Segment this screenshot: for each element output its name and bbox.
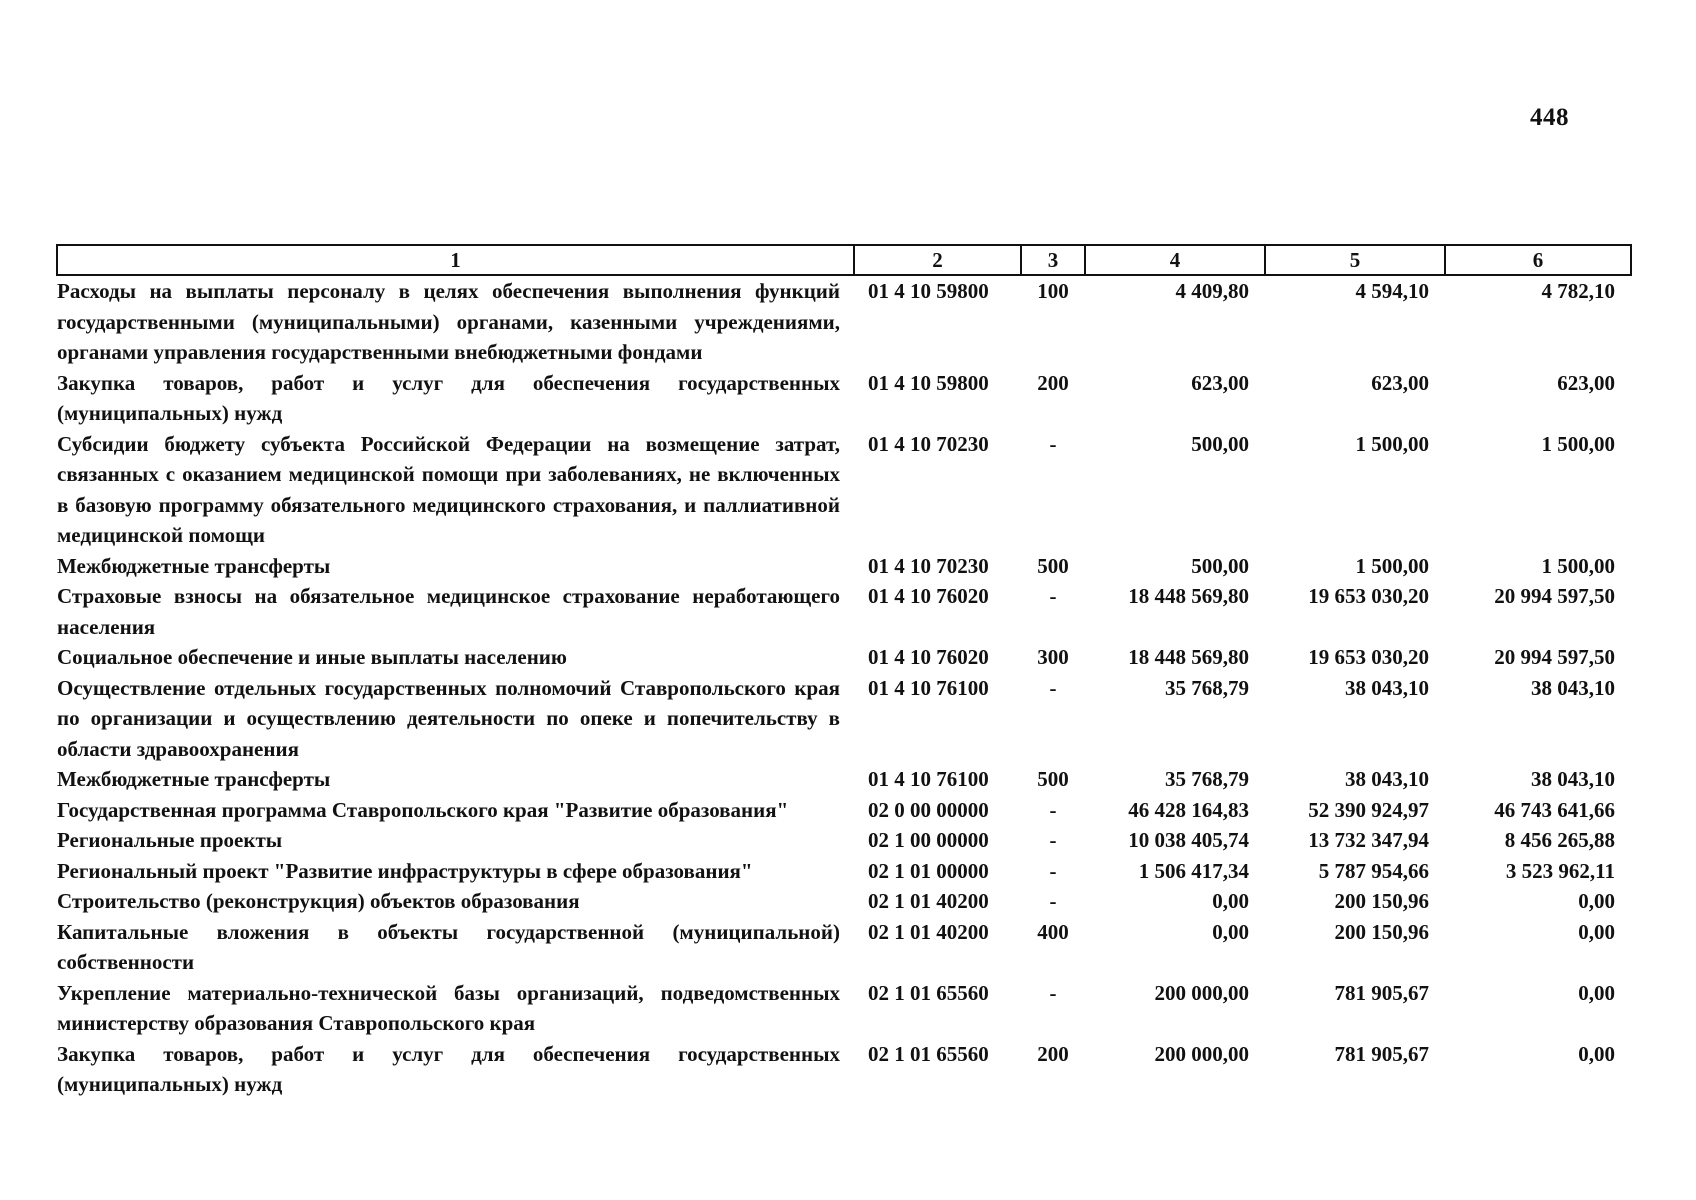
row-name-cell: Капитальные вложения в объекты государственной (муниципальной) собственности [57,919,840,974]
row-expense-type-cell: 300 [1037,645,1069,669]
row-code-cell: 02 1 01 40200 [868,919,989,944]
row-name-cell: Межбюджетные трансферты [57,767,331,791]
row-amount-col4-cell: 1 506 417,34 [1138,858,1249,883]
row-expense-type-cell: 100 [1037,279,1069,303]
row-amount-col6-cell: 4 782,10 [1541,279,1615,303]
row-amount-col6-cell: 38 043,10 [1531,675,1615,700]
table-row [57,1039,1631,1100]
row-amount-col4-cell: 18 448 569,80 [1128,584,1249,608]
header-col-4: 4 [1085,245,1265,275]
row-code-cell: 01 4 10 76020 [868,584,989,608]
row-name-cell: Расходы на выплаты персоналу в целях обеспечения выполнения функций государственными (муниципальными) органами, казенными учреждениями, органами управления государственными внебюджетными фондами [57,279,840,364]
row-expense-type-cell: - [1049,858,1057,883]
table-row [57,673,1631,765]
row-amount-col6-cell: 0,00 [1578,919,1615,944]
table-row [57,795,1631,826]
row-amount-col4-cell: 4 409,80 [1175,279,1249,303]
table-row [57,978,1631,1039]
row-amount-col6-cell: 46 743 641,66 [1494,797,1615,822]
row-amount-col6-cell: 0,00 [1578,1041,1615,1066]
table-row [57,275,1631,368]
row-name-cell: Строительство (реконструкция) объектов образования [57,889,580,913]
table-row [57,429,1631,551]
row-name-cell: Межбюджетные трансферты [57,553,331,578]
row-code-cell: 02 1 01 40200 [868,889,989,913]
row-expense-type-cell: - [1049,797,1057,822]
budget-table [56,244,1632,1100]
row-amount-col4-cell: 35 768,79 [1165,767,1249,791]
header-col-2: 2 [854,245,1021,275]
row-amount-col5-cell: 1 500,00 [1355,553,1429,578]
table-row [57,551,1631,582]
row-code-cell: 02 1 01 65560 [868,980,989,1005]
row-amount-col5-cell: 5 787 954,66 [1318,858,1429,883]
row-amount-col4-cell: 500,00 [1191,431,1249,456]
row-code-cell: 01 4 10 76100 [868,767,989,791]
row-amount-col5-cell: 38 043,10 [1345,767,1429,791]
row-name-cell: Осуществление отдельных государственных полномочий Ставропольского края по организации и осуществлению деятельности по опеке и попечительству в области здравоохранения [57,675,840,761]
header-col-6: 6 [1445,245,1631,275]
row-amount-col4-cell: 35 768,79 [1165,675,1249,700]
row-amount-col5-cell: 4 594,10 [1355,279,1429,303]
row-amount-col6-cell: 1 500,00 [1541,553,1615,578]
row-amount-col5-cell: 19 653 030,20 [1308,584,1429,608]
row-amount-col4-cell: 18 448 569,80 [1128,645,1249,669]
row-expense-type-cell: - [1049,980,1057,1005]
row-expense-type-cell: - [1049,828,1057,852]
row-amount-col5-cell: 19 653 030,20 [1308,645,1429,669]
row-name-cell: Региональные проекты [57,828,283,852]
row-amount-col5-cell: 13 732 347,94 [1308,828,1429,852]
row-expense-type-cell: 500 [1037,553,1069,578]
row-amount-col6-cell: 0,00 [1578,889,1615,913]
row-amount-col6-cell: 623,00 [1557,370,1615,395]
row-amount-col4-cell: 500,00 [1191,553,1249,578]
row-amount-col4-cell: 10 038 405,74 [1128,828,1249,852]
row-expense-type-cell: 200 [1037,370,1069,395]
row-code-cell: 01 4 10 76100 [868,675,989,700]
row-amount-col6-cell: 20 994 597,50 [1494,645,1615,669]
header-col-1: 1 [57,245,854,275]
row-amount-col6-cell: 8 456 265,88 [1504,828,1615,852]
row-expense-type-cell: - [1049,431,1057,456]
row-code-cell: 02 1 00 00000 [868,828,989,852]
row-amount-col4-cell: 200 000,00 [1154,1041,1249,1066]
header-row [57,245,1631,275]
table-row [57,368,1631,429]
row-name-cell: Региональный проект "Развитие инфраструктуры в сфере образования" [57,858,753,883]
row-code-cell: 01 4 10 70230 [868,431,989,456]
row-amount-col6-cell: 0,00 [1578,980,1615,1005]
table-row [57,856,1631,887]
row-code-cell: 01 4 10 76020 [868,645,989,669]
row-amount-col4-cell: 623,00 [1191,370,1249,395]
row-name-cell: Укрепление материально-технической базы организаций, подведомственных министерству образования Ставропольского края [57,980,840,1035]
row-code-cell: 01 4 10 59800 [868,370,989,395]
row-expense-type-cell: - [1049,584,1057,608]
table-body [57,275,1631,1100]
row-expense-type-cell: 500 [1037,767,1069,791]
row-name-cell: Государственная программа Ставропольского края "Развитие образования" [57,797,789,822]
row-amount-col5-cell: 200 150,96 [1334,889,1429,913]
row-name-cell: Субсидии бюджету субъекта Российской Федерации на возмещение затрат, связанных с оказанием медицинской помощи при заболеваниях, не включенных в базовую программу обязательного медицинского страхования, и паллиативной медицинской помощи [57,431,840,547]
table-row [57,764,1631,795]
row-expense-type-cell: 200 [1037,1041,1069,1066]
row-expense-type-cell: 400 [1037,919,1069,944]
header-col-5: 5 [1265,245,1445,275]
table-header [57,245,1631,275]
row-name-cell: Социальное обеспечение и иные выплаты населению [57,645,567,669]
row-amount-col6-cell: 20 994 597,50 [1494,584,1615,608]
row-amount-col5-cell: 623,00 [1371,370,1429,395]
row-code-cell: 02 1 01 65560 [868,1041,989,1066]
row-expense-type-cell: - [1049,675,1057,700]
table-row [57,581,1631,642]
row-amount-col4-cell: 200 000,00 [1154,980,1249,1005]
row-expense-type-cell: - [1049,889,1057,913]
row-amount-col4-cell: 46 428 164,83 [1128,797,1249,822]
row-amount-col5-cell: 1 500,00 [1355,431,1429,456]
row-code-cell: 02 1 01 00000 [868,858,989,883]
table-row [57,886,1631,917]
row-amount-col5-cell: 38 043,10 [1345,675,1429,700]
row-amount-col5-cell: 781 905,67 [1334,1041,1429,1066]
row-name-cell: Страховые взносы на обязательное медицинское страхование неработающего населения [57,584,840,639]
row-code-cell: 01 4 10 70230 [868,553,989,578]
page-number: 448 [1530,104,1569,131]
row-amount-col6-cell: 38 043,10 [1531,767,1615,791]
row-code-cell: 01 4 10 59800 [868,279,989,303]
row-amount-col5-cell: 52 390 924,97 [1308,797,1429,822]
table-row [57,642,1631,673]
header-col-3: 3 [1021,245,1085,275]
row-amount-col6-cell: 3 523 962,11 [1505,858,1615,883]
row-amount-col4-cell: 0,00 [1212,919,1249,944]
row-amount-col5-cell: 200 150,96 [1334,919,1429,944]
row-name-cell: Закупка товаров, работ и услуг для обеспечения государственных (муниципальных) нужд [57,1041,840,1096]
table-row [57,917,1631,978]
row-amount-col6-cell: 1 500,00 [1541,431,1615,456]
table-row [57,825,1631,856]
row-code-cell: 02 0 00 00000 [868,797,989,822]
row-amount-col4-cell: 0,00 [1212,889,1249,913]
row-name-cell: Закупка товаров, работ и услуг для обеспечения государственных (муниципальных) нужд [57,370,840,425]
row-amount-col5-cell: 781 905,67 [1334,980,1429,1005]
